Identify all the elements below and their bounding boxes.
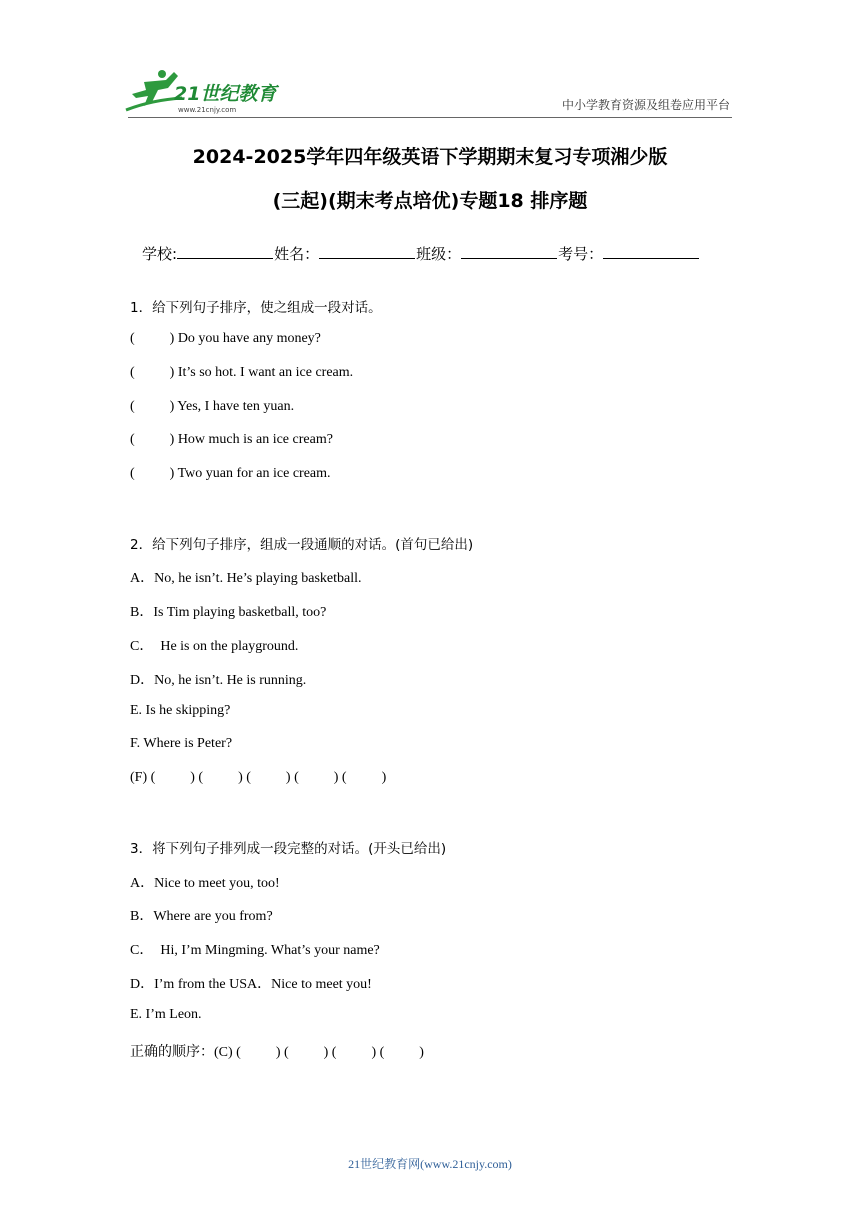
school-blank[interactable] [177,244,273,259]
header-platform-text: 中小学教育资源及组卷应用平台 [561,98,730,112]
site-logo [122,68,292,116]
q1-item: ( ) Two yuan for an ice cream. [130,466,331,481]
exam-number-label: 考号： [558,245,604,263]
logo-text: 21世纪教育 [174,83,277,105]
q3-stem: 3．将下列句子排列成一段完整的对话。(开头已给出) [130,841,447,857]
q2-option: F. Where is Peter? [130,736,233,751]
school-label: 学校: [142,245,178,263]
q2-option: D．No, he isn’t. He is running. [130,673,307,688]
q3-answer-row: 正确的顺序：(C) ( ) ( ) ( ) ( ) [130,1045,424,1060]
header-divider [128,117,732,118]
q2-option: B．Is Tim playing basketball, too? [130,605,327,620]
title-line-2: (三起)(期末考点培优)专题18 排序题 [272,190,588,212]
q2-answer-row: (F) ( ) ( ) ( ) ( ) ( ) [130,770,387,785]
q1-item: ( ) How much is an ice cream? [130,432,333,447]
q3-option: A．Nice to meet you, too! [130,876,280,891]
logo-url: www.21cnjy.com [178,106,237,114]
q2-stem: 2．给下列句子排序，组成一段通顺的对话。(首句已给出) [130,537,474,553]
q3-option: E. I’m Leon. [130,1007,202,1022]
name-label: 姓名： [274,245,320,263]
q3-option: B．Where are you from? [130,909,273,924]
q2-option: E. Is he skipping? [130,703,231,718]
student-info-row [142,243,700,264]
q2-option: A．No, he isn’t. He’s playing basketball. [130,571,362,586]
q2-option: C． He is on the playground. [130,639,299,654]
q1-item: ( ) Yes, I have ten yuan. [130,399,295,414]
exam-number-blank[interactable] [603,244,699,259]
q3-option: D．I’m from the USA．Nice to meet you! [130,977,372,992]
class-label: 班级： [416,245,462,263]
title-line-1: 2024-2025学年四年级英语下学期期末复习专项湘少版 [192,146,668,168]
name-blank[interactable] [319,244,415,259]
q1-stem: 1．给下列句子排序，使之组成一段对话。 [130,300,382,316]
class-blank[interactable] [461,244,557,259]
q1-item: ( ) Do you have any money? [130,331,321,346]
footer-text: 21世纪教育网(www.21cnjy.com) [348,1157,512,1171]
q3-option: C． Hi, I’m Mingming. What’s your name? [130,943,380,958]
q1-item: ( ) It’s so hot. I want an ice cream. [130,365,354,380]
